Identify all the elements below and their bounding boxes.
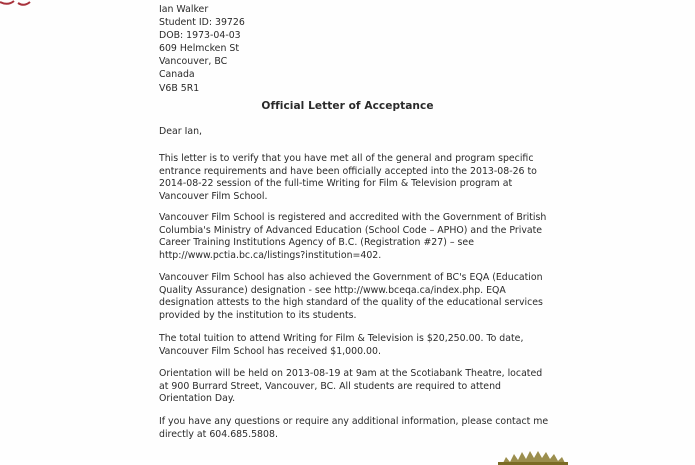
paragraph-line: Vancouver Film School. — [159, 190, 268, 202]
recipient-name: Ian Walker — [159, 4, 209, 15]
postal-code: V6B 5R1 — [159, 82, 200, 94]
paragraph-line: entrance requirements and have been officially accepted into the 2013-08-26 to — [159, 165, 537, 177]
salutation: Dear Ian, — [159, 126, 202, 137]
paragraph-line: Vancouver Film School is registered and accredited with the Government of British — [159, 212, 547, 223]
paragraph-line: directly at 604.685.5808. — [159, 428, 278, 440]
paragraph-line: Columbia's Ministry of Advanced Education (School Code – APHO) and the Private — [159, 224, 543, 236]
paragraph-verification — [159, 153, 559, 203]
city: Vancouver, BC — [159, 56, 228, 68]
paragraph-line: http://www.pctia.bc.ca/listings?institution=402. — [159, 249, 382, 261]
paragraph-line: Vancouver Film School has also achieved the Government of BC's EQA (Education — [159, 272, 543, 283]
country: Canada — [159, 69, 195, 81]
paragraph-line: Orientation Day. — [159, 393, 236, 405]
paragraph-eqa — [159, 272, 559, 322]
paragraph-line: 2014-08-22 session of the full-time Writing for Film & Television program at — [159, 178, 513, 190]
student-id: Student ID: 39726 — [159, 17, 245, 29]
paragraph-line: The total tuition to attend Writing for Film & Television is $20,250.00. To date, — [159, 333, 524, 344]
paragraph-orientation — [159, 368, 559, 406]
paragraph-accreditation — [159, 212, 559, 262]
paragraph-line: Orientation will be held on 2013-08-19 at 9am at the Scotiabank Theatre, located — [159, 368, 543, 379]
paragraph-tuition — [159, 333, 559, 358]
paragraph-contact — [159, 416, 559, 441]
street-address: 609 Helmcken St — [159, 43, 239, 55]
paragraph-line: designation attests to the high standard of the quality of the educational services — [159, 297, 543, 309]
paragraph-line: If you have any questions or require any additional information, please contact me — [159, 416, 549, 427]
date-of-birth: DOB: 1973-04-03 — [159, 30, 241, 42]
seal-stamp-icon — [498, 445, 568, 465]
logo-fragment-mark — [0, 0, 34, 8]
paragraph-line: Quality Assurance) designation - see http://www.bceqa.ca/index.php. EQA — [159, 284, 506, 296]
paragraph-line: This letter is to verify that you have met all of the general and program specific — [159, 153, 534, 164]
paragraph-line: provided by the institution to its students. — [159, 309, 357, 321]
recipient-address — [159, 3, 245, 95]
paragraph-line: Vancouver Film School has received $1,000.00. — [159, 345, 381, 357]
letter-title: Official Letter of Acceptance — [261, 100, 434, 112]
paragraph-line: Career Training Institutions Agency of B.C. (Registration #27) – see — [159, 237, 474, 249]
paragraph-line: at 900 Burrard Street, Vancouver, BC. All students are required to attend — [159, 380, 501, 392]
